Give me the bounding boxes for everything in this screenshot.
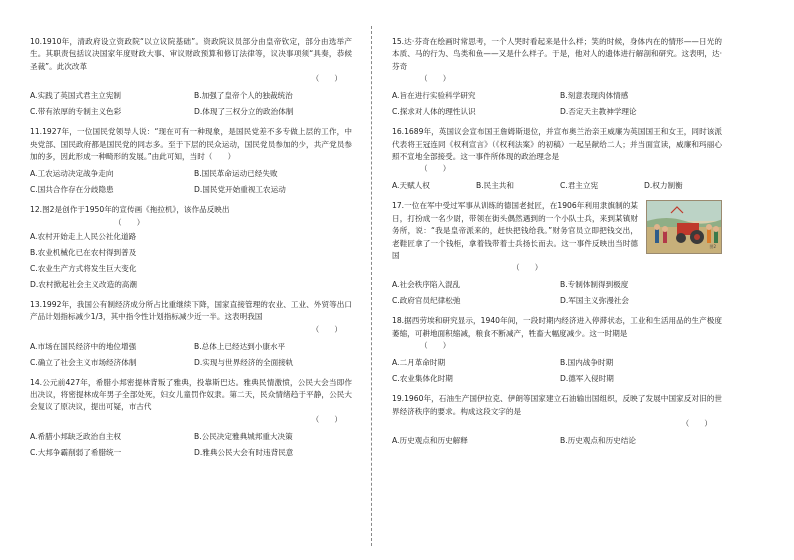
- option-c: C.确立了社会主义市场经济体制: [30, 357, 137, 367]
- question-16: [392, 126, 722, 194]
- option-c: C.农业集体化时期: [392, 374, 453, 384]
- option-d: D.否定天主教神学理论: [560, 107, 637, 117]
- option-d: D.军国主义弥漫社会: [560, 296, 630, 306]
- option-b: B.农业机械化已在农村得到普及: [30, 247, 137, 257]
- answer-blank: （ ）: [512, 263, 543, 273]
- answer-blank: （ ）: [420, 341, 451, 351]
- option-b: B.国内战争时期: [560, 358, 614, 368]
- option-c: C.君主立宪: [560, 181, 599, 191]
- option-a: A.旨在进行实验科学研究: [392, 91, 476, 101]
- answer-blank: （ ）: [114, 217, 145, 227]
- answer-blank: （ ）: [681, 419, 712, 429]
- option-c: C.政府官员纪律松弛: [392, 296, 461, 306]
- option-d: D.农村掀起社会主义改造的高潮: [30, 279, 137, 289]
- question-13: [30, 299, 352, 371]
- option-b: B.总体上已经达到小康水平: [194, 341, 286, 351]
- column-divider: [371, 26, 372, 546]
- question-stem: 18.据西劳埃和研究显示，1940年间，一段时期内经济进入停滞状态，工业和生活用品的生产极度萎缩，可耕地面积缩减，粮食不断减产，牲畜大幅度减少。这一时期是: [392, 316, 722, 338]
- option-a: A.社会秩序陷入混乱: [392, 280, 461, 290]
- answer-blank: （ ）: [420, 164, 451, 174]
- option-d: D.德军入侵时期: [560, 374, 614, 384]
- option-a: A.天赋人权: [392, 181, 430, 191]
- question-stem: 12.图2是创作于1950年的宣传画《拖拉机》，该作品反映出: [30, 205, 230, 215]
- question-stem: 11.1927年，一位国民党领导人说：“现在可有一种现象，是国民党差不多专做上层的工作，中央党部、国民政府都是国民党的同志多。至于下层的民众运动，国民党员参加的少，共产党员参加的多，因此形成一种畸形的发展。”由此可知，当时（ ）: [30, 127, 352, 162]
- option-b: B.历史观点和历史结论: [560, 436, 636, 446]
- option-a: A.二月革命时期: [392, 358, 446, 368]
- question-18: [392, 315, 722, 387]
- question-stem: 17.一位在军中受过军事从训练的德国老挝匠，在1906年利用隶旗制的某日，打扮成一名少尉，带领在街头偶然遇到的一个小队士兵，来到某镇财务所，说：“我是皇帝派来的，赶快把钱给我。”财务官员立即把钱交出，老鞋匠拿了一个钱柜，拿着钱带着士兵扬长而去。这一事件反映出当时德国: [392, 201, 638, 261]
- option-b: B.加强了皇帝个人的独裁统治: [194, 91, 293, 101]
- option-c: C.国共合作存在分歧隐患: [30, 185, 114, 195]
- option-b: B.民主共和: [476, 181, 514, 191]
- option-a: A.工农运动决定战争走向: [30, 169, 114, 179]
- option-c: C.农业生产方式将发生巨大变化: [30, 263, 137, 273]
- right-column: [392, 36, 722, 455]
- option-b: B.国民革命运动已经失败: [194, 169, 278, 179]
- question-19: [392, 393, 722, 449]
- question-10: [30, 36, 352, 120]
- option-a: A.历史观点和历史解释: [392, 436, 468, 446]
- option-b: B.专制体制得到极度: [560, 280, 629, 290]
- option-b: B.公民决定雅典城邦重大决策: [194, 431, 293, 441]
- left-column: [30, 36, 352, 467]
- question-14: [30, 377, 352, 461]
- question-stem: 19.1960年，石油生产国伊拉克、伊朗等国家建立石油输出国组织，反映了发展中国家反对旧的世界经济秩序的要求。构成这段文字的是: [392, 394, 722, 416]
- answer-blank: （ ）: [311, 74, 342, 84]
- question-stem: 13.1992年，我国公有制经济成分所占比重继续下降，国家直接管理的农业、工业、外贸等出口产品计划指标减少1/3，其中指令性计划指标减少近一半。这表明我国: [30, 299, 352, 322]
- option-a: A.实践了英国式君主立宪制: [30, 91, 122, 101]
- question-stem: 10.1910年，清政府设立资政院“以立议院基础”。资政院议员部分由皇帝钦定，部分由选举产生。其职责包括议决国家年度财政大事、审议财政预算和修订法律等，议决事项须“具奏，恭候圣裁”。此次改革: [30, 37, 352, 71]
- question-stem: 15.达·芬奇在绘画时常思考，一个人哭时看起来是什么样；笑的时候，身体内在的情形——日光的本质、马的行为、鸟类和鱼——又是什么样子。于是，他对人的遗体进行解剖和研究。这表明，达·芬奇: [392, 37, 722, 71]
- option-c: C.带有浓厚的专制主义色彩: [30, 107, 122, 117]
- answer-blank: （ ）: [311, 324, 342, 334]
- option-a: A.农村开始走上人民公社化道路: [30, 231, 137, 241]
- option-c: C.探求对人体的理性认识: [392, 107, 476, 117]
- option-c: C.大邦争霸削弱了希腊统一: [30, 447, 122, 457]
- question-15: [392, 36, 722, 120]
- question-11: [30, 126, 352, 198]
- option-d: D.体现了三权分立的政治体制: [194, 107, 294, 117]
- option-d: D.雅典公民大会有时违背民意: [194, 447, 294, 457]
- question-12: [30, 204, 352, 292]
- figure-caption: 图2: [709, 244, 716, 250]
- answer-blank: （ ）: [420, 74, 451, 84]
- question-stem: 16.1689年，英国议会宣布国王詹姆斯退位，并宣布奥兰治亲王威廉为英国国王和女王，同时该派代表将王冠连同《权利宣言》（《权利法案》的初稿）一起呈献给二人；并当面宣读，威廉和玛丽心照不宣地全部接受。这一事件所体现的政治理念是: [392, 127, 722, 162]
- option-a: A.希腊小邦缺乏政治自主权: [30, 431, 122, 441]
- answer-blank: （ ）: [311, 414, 342, 424]
- option-a: A.市场在国民经济中的地位增强: [30, 341, 137, 351]
- option-d: D.权力制衡: [644, 181, 683, 191]
- option-b: B.刻意表现肉体情感: [560, 91, 629, 101]
- option-d: D.实现与世界经济的全面接轨: [194, 357, 294, 367]
- question-stem: 14.公元前427年，希腊小邦密提林背叛了雅典，投靠斯巴达。雅典民情激愤，公民大会当即作出决议，将密提林成年男子全部处死，妇女儿童罚作奴隶。第二天，民众情绪趋于平静，公民大会复议了原决议，提出可疑，市古代: [30, 377, 352, 412]
- option-d: D.国民党开始重视工农运动: [194, 185, 286, 195]
- question-17: [392, 200, 722, 309]
